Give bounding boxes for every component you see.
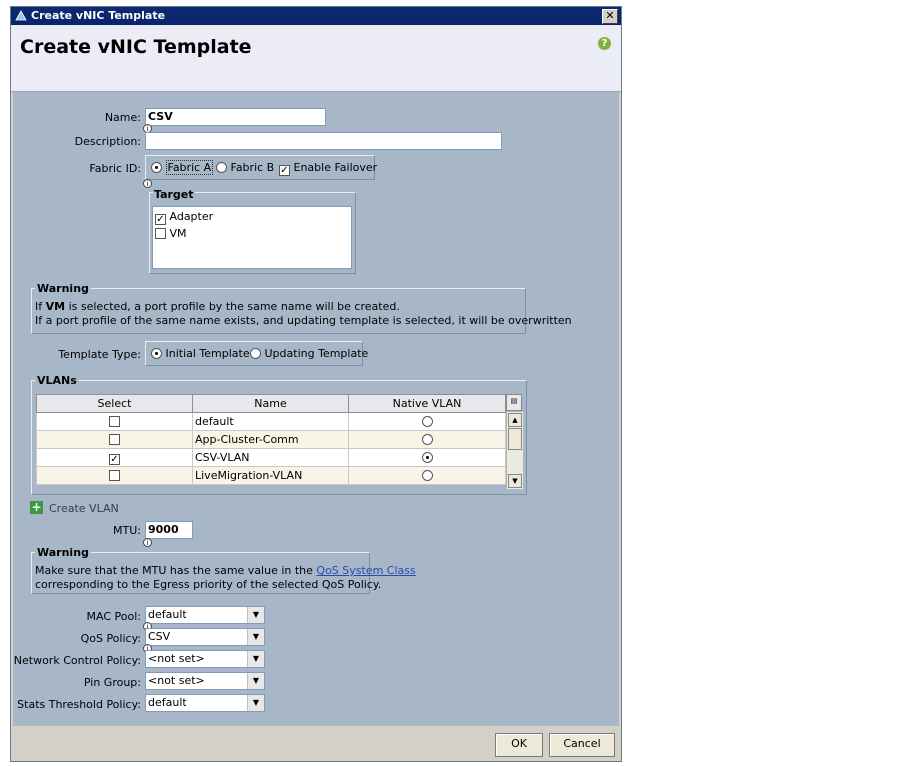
initial-template-option[interactable] (151, 347, 250, 360)
target-title: Target (154, 188, 194, 201)
column-name[interactable]: Name (193, 395, 349, 413)
native-cell[interactable] (349, 413, 506, 431)
vlans-title: VLANs (37, 374, 77, 387)
updating-template-label: Updating Template (264, 347, 369, 360)
network-control-policy-select[interactable] (145, 650, 265, 668)
title-bar[interactable] (11, 7, 621, 25)
qos-policy-value: CSV (148, 630, 171, 643)
mtu-warning-line1: Make sure that the MTU has the same value in the (35, 564, 317, 577)
table-row (37, 431, 506, 449)
vm-warning-bold: VM (45, 300, 66, 313)
enable-failover-checkbox[interactable]: ✓ (280, 165, 289, 176)
form-content (13, 92, 619, 726)
updating-template-option[interactable] (250, 347, 368, 360)
target-vm-item[interactable] (155, 227, 187, 240)
select-cell[interactable] (37, 467, 193, 485)
mac-pool-value: default (148, 608, 187, 621)
target-listbox (152, 206, 352, 269)
qos-policy-info-icon: i (143, 644, 152, 653)
close-button[interactable]: ✕ (602, 9, 618, 24)
vlan-name-cell: default (193, 413, 349, 431)
table-row (37, 449, 506, 467)
enable-failover-label: Enable Failover (293, 161, 378, 174)
native-vlan-radio[interactable] (422, 470, 433, 481)
vlans-table (36, 394, 506, 485)
pin-group-label: Pin Group: (83, 676, 141, 689)
page-title: Create vNIC Template (20, 36, 252, 58)
qos-system-class-link[interactable]: QoS System Class (316, 564, 416, 577)
chevron-down-icon[interactable]: ▼ (247, 673, 264, 689)
stats-threshold-policy-select[interactable] (145, 694, 265, 712)
mac-pool-info-icon: i (143, 622, 152, 631)
scroll-up-arrow-icon[interactable]: ▲ (508, 413, 522, 427)
vlan-select-checkbox[interactable] (109, 434, 120, 445)
enable-failover-option[interactable] (279, 161, 377, 176)
fabric-b-radio[interactable] (216, 162, 227, 173)
select-cell[interactable] (37, 431, 193, 449)
native-cell[interactable] (349, 431, 506, 449)
fabric-a-option[interactable] (151, 161, 213, 174)
native-vlan-radio[interactable] (422, 452, 433, 463)
template-type-group (145, 341, 369, 366)
description-input[interactable] (145, 132, 502, 150)
mtu-input[interactable]: 9000 (145, 521, 193, 539)
select-cell[interactable] (37, 449, 193, 467)
updating-template-radio[interactable] (250, 348, 261, 359)
network-control-policy-value: <not set> (148, 652, 205, 665)
chevron-down-icon[interactable]: ▼ (247, 695, 264, 711)
native-cell[interactable] (349, 467, 506, 485)
window-title: Create vNIC Template (31, 9, 166, 22)
table-row (37, 467, 506, 485)
select-cell[interactable] (37, 413, 193, 431)
pin-group-value: <not set> (148, 674, 205, 687)
name-info-icon: i (143, 124, 152, 133)
chevron-down-icon[interactable]: ▼ (247, 629, 264, 645)
mtu-warning-line2: corresponding to the Egress priority of the selected QoS Policy. (35, 578, 382, 591)
qos-policy-label: QoS Policy: (80, 632, 141, 645)
vm-warning-text (35, 300, 572, 328)
pin-group-select[interactable] (145, 672, 265, 690)
adapter-label: Adapter (169, 210, 214, 223)
ok-button[interactable]: OK (495, 733, 543, 757)
template-type-label: Template Type: (58, 348, 141, 361)
vm-checkbox[interactable] (155, 228, 166, 239)
adapter-checkbox[interactable]: ✓ (156, 214, 165, 225)
vlan-select-checkbox[interactable] (109, 416, 120, 427)
mtu-warning-text (35, 564, 416, 592)
target-adapter-item[interactable] (155, 210, 213, 225)
vlan-name-cell: CSV-VLAN (193, 449, 349, 467)
scroll-thumb[interactable] (508, 428, 522, 450)
mtu-warning-title: Warning (37, 546, 89, 559)
create-vlan-link[interactable]: Create VLAN (49, 502, 119, 515)
fabric-a-radio[interactable] (151, 162, 162, 173)
vlan-name-cell: LiveMigration-VLAN (193, 467, 349, 485)
cancel-button[interactable]: Cancel (549, 733, 615, 757)
stats-threshold-policy-value: default (148, 696, 187, 709)
vm-warning-line1-pre: If (35, 300, 46, 313)
native-cell[interactable] (349, 449, 506, 467)
scroll-down-arrow-icon[interactable]: ▼ (508, 474, 522, 488)
fabric-id-label: Fabric ID: (89, 162, 141, 175)
vlan-select-checkbox[interactable] (109, 470, 120, 481)
column-chooser-icon[interactable]: ▤ (506, 394, 522, 411)
app-icon (15, 10, 27, 22)
fabric-info-icon: i (143, 179, 152, 188)
stats-threshold-policy-label: Stats Threshold Policy: (17, 698, 141, 711)
initial-template-radio[interactable] (151, 348, 162, 359)
chevron-down-icon[interactable]: ▼ (247, 651, 264, 667)
native-vlan-radio[interactable] (422, 416, 433, 427)
vlans-scrollbar[interactable] (506, 412, 523, 489)
name-input[interactable]: CSV (145, 108, 326, 126)
description-label: Description: (74, 135, 141, 148)
help-icon[interactable]: ? (598, 37, 611, 50)
network-control-policy-label: Network Control Policy: (13, 654, 141, 667)
fabric-b-label: Fabric B (230, 161, 275, 174)
fabric-id-group (145, 155, 378, 180)
vlan-select-checkbox[interactable]: ✓ (110, 454, 119, 465)
create-vnic-template-dialog (10, 6, 622, 762)
dialog-header (11, 25, 621, 92)
vm-label: VM (169, 227, 187, 240)
mtu-label: MTU: (113, 524, 141, 537)
mac-pool-label: MAC Pool: (86, 610, 141, 623)
qos-policy-select[interactable] (145, 628, 265, 646)
name-label: Name: (104, 111, 141, 124)
vlan-name-cell: App-Cluster-Comm (193, 431, 349, 449)
native-vlan-radio[interactable] (422, 434, 433, 445)
initial-template-label: Initial Template (165, 347, 250, 360)
mtu-info-icon: i (143, 538, 152, 547)
vm-warning-title: Warning (37, 282, 89, 295)
dialog-footer (11, 727, 621, 761)
column-select[interactable]: Select (37, 395, 193, 413)
vm-warning-line2: If a port profile of the same name exists, and updating template is selected, it will be overwritten (35, 314, 572, 327)
mac-pool-select[interactable] (145, 606, 265, 624)
table-row (37, 413, 506, 431)
vm-warning-line1-post: is selected, a port profile by the same name will be created. (65, 300, 400, 313)
chevron-down-icon[interactable]: ▼ (247, 607, 264, 623)
fabric-a-label: Fabric A (167, 161, 212, 174)
column-native-vlan[interactable]: Native VLAN (349, 395, 506, 413)
plus-icon[interactable]: + (31, 500, 42, 514)
fabric-b-option[interactable] (216, 161, 274, 174)
